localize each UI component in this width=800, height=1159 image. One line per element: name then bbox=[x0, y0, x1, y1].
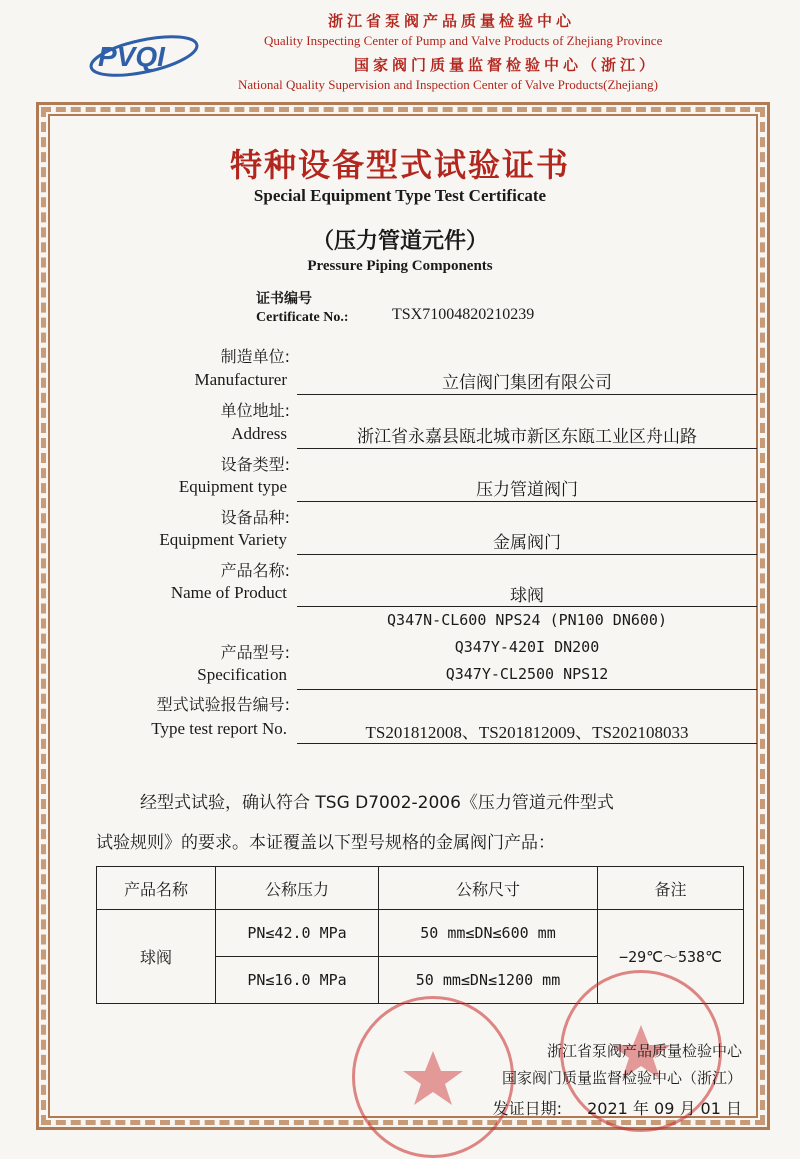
header-product-name: 产品名称 bbox=[97, 867, 216, 910]
equipment-variety-label-en: Equipment Variety bbox=[159, 530, 287, 549]
org1-cn: 浙江省泵阀产品质量检验中心 bbox=[328, 12, 576, 30]
issuer-line-1: 浙江省泵阀产品质量检验中心 bbox=[546, 1042, 742, 1060]
header-size: 公称尺寸 bbox=[379, 867, 598, 910]
statement-line-2: 试验规则》的要求。本证覆盖以下型号规格的金属阀门产品： bbox=[96, 833, 555, 853]
address-label-en: Address bbox=[231, 424, 287, 443]
cell-pressure-1: PN≤42.0 MPa bbox=[216, 910, 379, 957]
spec-value-3: Q347Y-CL2500 NPS12 bbox=[445, 665, 609, 683]
report-no-label-cn: 型式试验报告编号: bbox=[156, 695, 290, 714]
address-label-cn: 单位地址: bbox=[220, 401, 290, 420]
title-cn: 特种设备型式试验证书 bbox=[229, 146, 570, 184]
subtitle-en: Pressure Piping Components bbox=[307, 258, 493, 274]
specification-label-cn: 产品型号: bbox=[220, 643, 290, 662]
issue-date-row bbox=[493, 1096, 742, 1119]
manufacturer-label-en: Manufacturer bbox=[194, 370, 287, 389]
equipment-type-underline bbox=[297, 501, 757, 502]
official-seal-left bbox=[352, 996, 514, 1158]
specification-underline bbox=[297, 689, 757, 690]
manufacturer-value: 立信阀门集团有限公司 bbox=[442, 373, 612, 393]
cell-product: 球阀 bbox=[97, 910, 216, 1004]
issue-date: 2021 年 09 月 01 日 bbox=[587, 1099, 742, 1118]
certificate-number: TSX71004820210239 bbox=[392, 306, 535, 323]
issuer-line-2: 国家阀门质量监督检验中心（浙江） bbox=[501, 1069, 742, 1087]
report-no-label-en: Type test report No. bbox=[151, 719, 287, 738]
header-pressure: 公称压力 bbox=[216, 867, 379, 910]
spec-value-2: Q347Y-420I DN200 bbox=[454, 638, 600, 656]
equipment-type-label-cn: 设备类型: bbox=[220, 455, 290, 474]
spec-value-1: Q347N-CL600 NPS24 (PN100 DN600) bbox=[387, 611, 667, 629]
product-name-label-en: Name of Product bbox=[170, 583, 287, 602]
product-name-label-cn: 产品名称: bbox=[220, 561, 290, 580]
product-name-value: 球阀 bbox=[510, 586, 544, 606]
certificate-label-en: Certificate No.: bbox=[256, 310, 349, 325]
product-name-underline bbox=[297, 606, 757, 607]
header-remark: 备注 bbox=[598, 867, 744, 910]
equipment-type-value: 压力管道阀门 bbox=[476, 480, 578, 500]
table-row bbox=[97, 910, 744, 957]
equipment-variety-label-cn: 设备品种: bbox=[220, 508, 290, 527]
table-header-row bbox=[97, 867, 744, 910]
title-en: Special Equipment Type Test Certificate bbox=[253, 186, 547, 205]
logo-text: PVQI bbox=[98, 41, 165, 72]
address-underline bbox=[297, 448, 757, 449]
pvqi-logo bbox=[84, 30, 204, 82]
cell-pressure-2: PN≤16.0 MPa bbox=[216, 957, 379, 1004]
address-value: 浙江省永嘉县瓯北城市新区东瓯工业区舟山路 bbox=[357, 427, 697, 447]
report-no-underline bbox=[297, 743, 757, 744]
report-no-value: TS201812008、TS201812009、TS202108033 bbox=[365, 723, 689, 742]
statement-line-1: 经型式试验，确认符合 TSG D7002-2006《压力管道元件型式 bbox=[140, 793, 614, 813]
org1-en: Quality Inspecting Center of Pump and Valve Products of Zhejiang Province bbox=[264, 33, 663, 48]
subtitle-cn: （压力管道元件） bbox=[311, 229, 488, 254]
manufacturer-underline bbox=[297, 394, 757, 395]
certificate-label-cn: 证书编号 bbox=[256, 291, 312, 307]
equipment-type-label-en: Equipment type bbox=[178, 477, 287, 496]
cell-size-1: 50 mm≤DN≤600 mm bbox=[379, 910, 598, 957]
equipment-variety-underline bbox=[297, 554, 757, 555]
equipment-variety-value: 金属阀门 bbox=[493, 533, 561, 553]
specification-label-en: Specification bbox=[197, 665, 287, 684]
org2-en: National Quality Supervision and Inspection Center of Valve Products(Zhejiang) bbox=[238, 77, 658, 92]
org2-cn: 国家阀门质量监督检验中心（浙江） bbox=[354, 56, 659, 74]
cell-size-2: 50 mm≤DN≤1200 mm bbox=[379, 957, 598, 1004]
manufacturer-label-cn: 制造单位: bbox=[220, 347, 290, 366]
cell-remark: −29℃～538℃ bbox=[598, 910, 744, 1004]
issue-date-label: 发证日期: bbox=[492, 1099, 563, 1118]
